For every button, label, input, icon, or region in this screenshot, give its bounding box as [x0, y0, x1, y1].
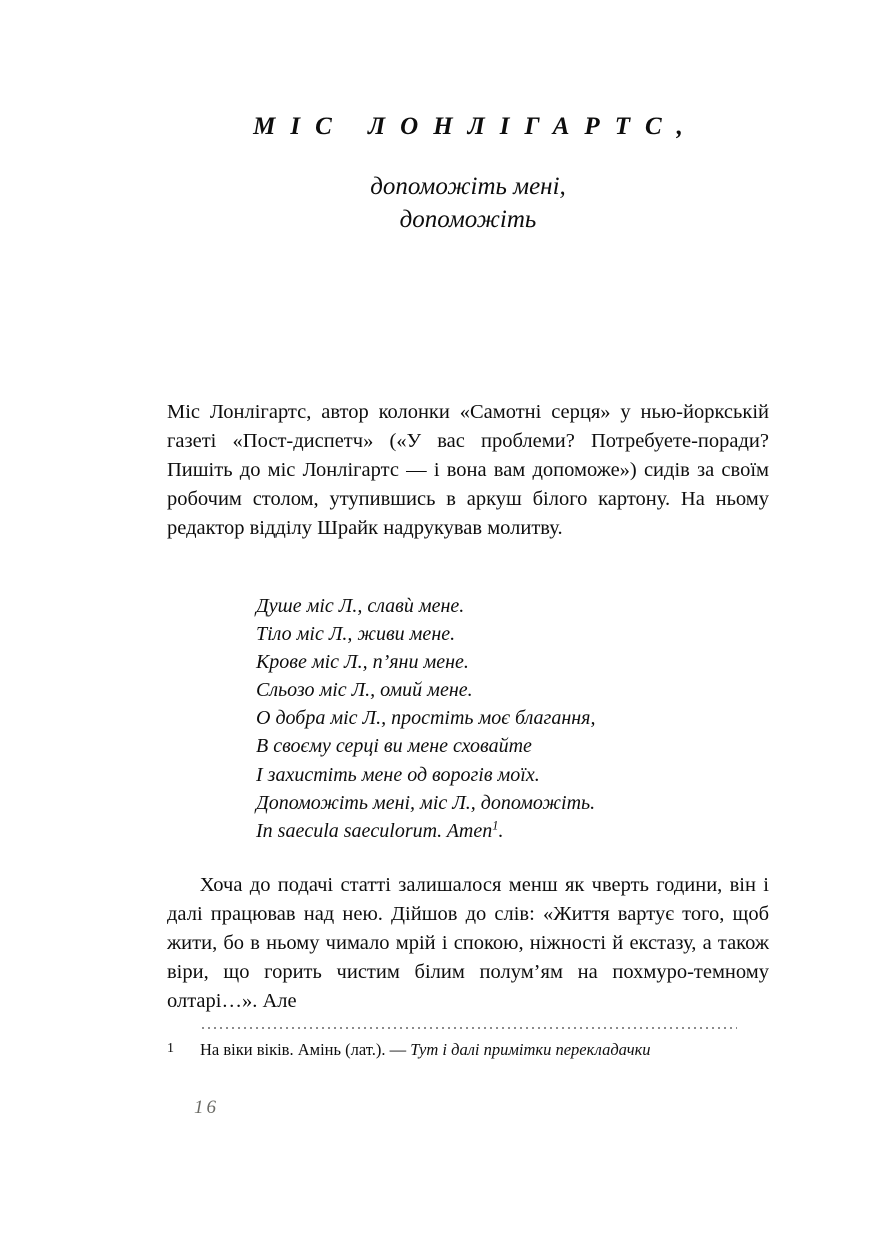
footnote-text-italic: Тут і далі примітки перекладачки: [410, 1040, 651, 1059]
paragraph-2: Хоча до подачі статті залишалося менш як чверть години, він і далі працював над нею. Дійшов до слів: «Життя вартує того, щоб жити, бо в ньому чимало мрій і спокою, ніжності й екстазу, а також віри, що горить чистим білим полум’ям на похмуро-темному олтарі…». Але: [167, 874, 769, 1012]
footnote-marker[interactable]: 1: [492, 818, 499, 833]
chapter-subtitle: [167, 170, 769, 236]
prayer-latin-text: In saecula saeculorum. Amen: [256, 819, 493, 842]
chapter-subtitle-line-1: допоможіть мені,: [370, 173, 566, 200]
footnote-number: 1: [167, 1041, 174, 1056]
prayer-line: І захистіть мене од ворогів моїх.: [256, 763, 540, 786]
prayer-line-latin: [256, 817, 776, 845]
footnote-text: [200, 1039, 769, 1060]
body-text-block-2: [167, 871, 769, 1016]
prayer-line: О добра міс Л., простіть моє благання,: [256, 707, 596, 730]
prayer-latin-period: .: [498, 819, 504, 842]
prayer-line: Сльозо міс Л., омий мене.: [256, 679, 473, 702]
paragraph-1: Міс Лонлігартс, автор колонки «Самотні серця» у нью-йоркській газеті «Пост-диспетч» («У вас проблеми? Потребуете-поради? Пишіть до міс Лонлігартс — і вона вам допоможе») сидів за своїм робочим столом, утупившись в аркуш білого картону. На ньому редактор відділу Шрайк надрукував молитву.: [167, 401, 769, 539]
chapter-subtitle-line-2: допоможіть: [399, 206, 537, 233]
page-number: 16: [194, 1097, 220, 1118]
prayer-line: Душе міс Л., славѝ мене.: [256, 595, 465, 617]
footnote-text-plain: На віки віків. Амінь (лат.). —: [200, 1040, 411, 1059]
prayer-line: В своєму серці ви мене сховайте: [256, 735, 532, 758]
prayer-line: Допоможіть мені, міс Л., допоможіть.: [256, 791, 596, 814]
prayer-line: Тіло міс Л., живи мене.: [256, 623, 456, 646]
chapter-title: МІС ЛОНЛІГАРТС,: [253, 113, 698, 140]
prayer-line: Крове міс Л., п’яни мене.: [256, 651, 469, 674]
body-text-block-1: [167, 398, 769, 543]
prayer-verse-block: [256, 592, 776, 845]
footnote-separator-dotted-rule: [200, 1027, 737, 1029]
